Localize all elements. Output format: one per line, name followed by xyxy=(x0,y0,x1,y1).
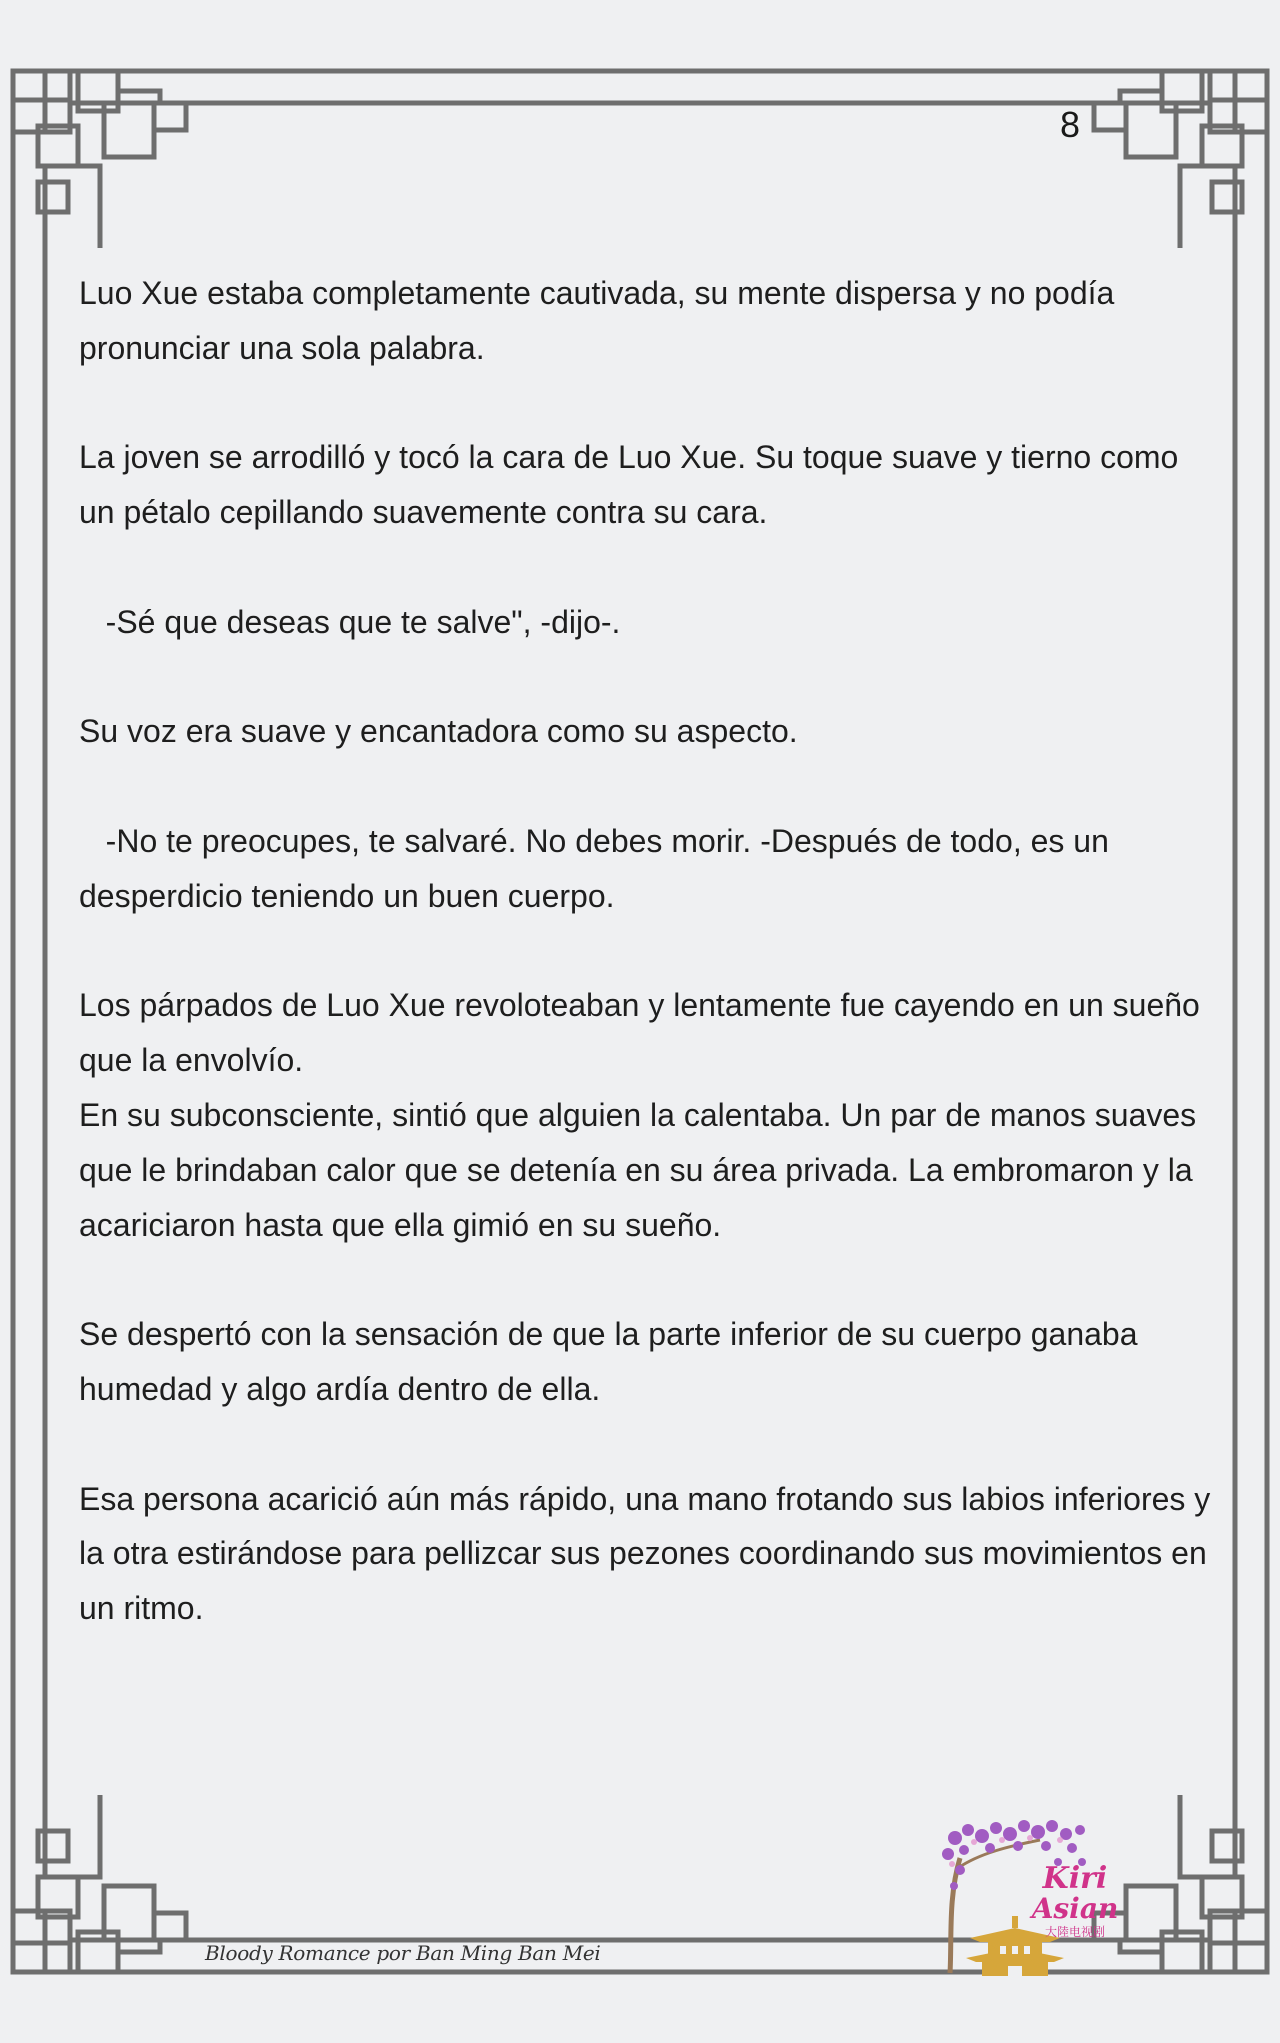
logo-subtitle: 大陸电视剧 xyxy=(1044,1925,1106,1939)
chapter-text xyxy=(79,266,1220,1691)
logo-title-line1: Kiri xyxy=(1042,1861,1108,1896)
corner-ornament-bottom-left xyxy=(13,1795,186,1972)
paragraph: Su voz era suave y encantadora como su aspecto. xyxy=(79,713,798,750)
paragraph: Luo Xue estaba completamente cautivada, su mente dispersa y no podía pronunciar una sola palabra. xyxy=(79,275,1124,366)
paragraph: La joven se arrodilló y tocó la cara de Luo Xue. Su toque suave y tierno como un pétalo cepillando suavemente contra su cara. xyxy=(79,439,1188,531)
page-number: 8 xyxy=(1059,104,1081,145)
dialogue-paragraph: -Sé que deseas que te salve", -dijo-. xyxy=(79,603,621,640)
paragraph: Esa persona acarició aún más rápido, una mano frotando sus labios inferiores y la otra estirándose para pellizcar sus pezones coordinando sus movimientos en un ritmo. xyxy=(79,1480,1220,1627)
dialogue-paragraph: -No te preocupes, te salvaré. No debes morir. -Después de todo, es un desperdicio teniendo un buen cuerpo. xyxy=(79,822,1118,914)
corner-ornament-bottom-right xyxy=(1094,1795,1267,1972)
corner-ornament-top-right xyxy=(1094,71,1267,248)
paragraph: Los párpados de Luo Xue revoloteaban y lentamente fue cayendo en un sueño que la envolvío. xyxy=(79,987,1209,1079)
kiri-asian-logo xyxy=(940,1818,1119,1978)
book-credit: Bloody Romance por Ban Ming Ban Mei xyxy=(205,1941,601,1965)
logo-title-line2: Asian xyxy=(1031,1892,1119,1925)
paragraph: Se despertó con la sensación de que la parte inferior de su cuerpo ganaba humedad y algo ardía dentro de ella. xyxy=(79,1316,1147,1407)
paragraph: En su subconsciente, sintió que alguien la calentaba. Un par de manos suaves que le brindaban calor que se detenía en su área privada. La embromaron y la acariciaron hasta que ella gimió en su sueño. xyxy=(79,1096,1206,1243)
corner-ornament-top-left xyxy=(13,71,186,248)
